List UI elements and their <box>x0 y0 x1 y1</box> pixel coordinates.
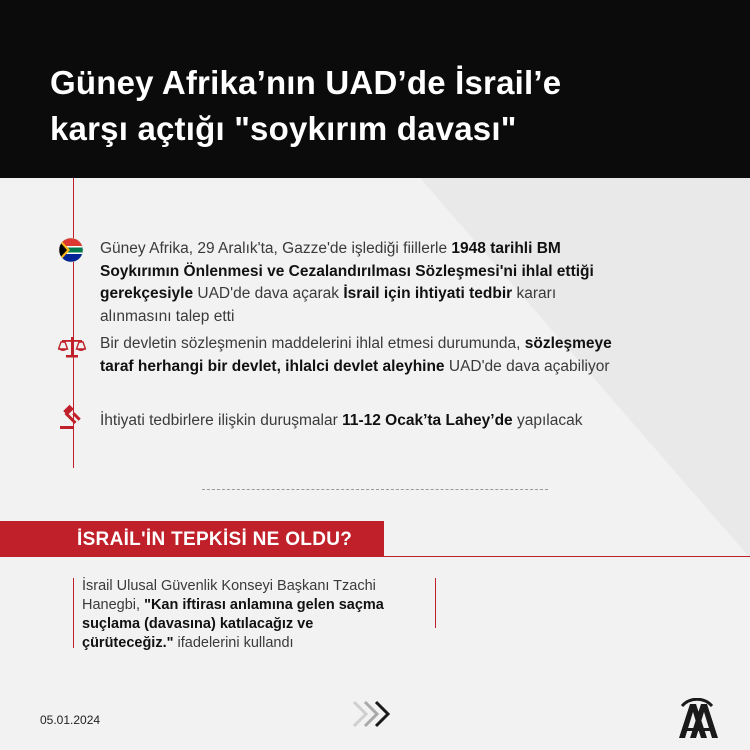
title-highlight <box>234 106 516 152</box>
bold-text: "Kan iftirası anlamına gelen saçma suçlama (davasına) katılacağız ve çürüteceğiz." <box>82 597 384 651</box>
chevrons-right-icon[interactable] <box>352 700 396 733</box>
title-highlight-text: "soykırım davası" <box>234 110 517 147</box>
text: İsrail Ulusal Güvenlik Konseyi Başkanı Tzachi Hanegbi, <box>82 578 376 613</box>
text: yapılacak <box>512 412 583 429</box>
aa-logo-icon <box>674 698 720 747</box>
page-title <box>50 60 561 152</box>
date-label: 05.01.2024 <box>40 713 101 727</box>
bold-text: İsrail için ihtiyati tedbir <box>343 285 513 302</box>
section-rule <box>0 556 750 557</box>
title-line-2-text: karşı açtığı <box>50 110 235 147</box>
gavel-icon <box>58 404 88 434</box>
title-line-1: Güney Afrika’nın UAD’de İsrail’e <box>50 64 562 101</box>
bullet-2 <box>100 333 620 378</box>
text: Güney Afrika, 29 Aralık'ta, Gazze'de işlediği fiillerle <box>100 240 452 257</box>
bullet-1 <box>100 238 620 328</box>
text: kararı alınmasını talep etti <box>100 285 557 325</box>
bullet-3 <box>100 410 620 433</box>
scales-of-justice-icon <box>58 333 88 363</box>
section-title: İSRAİL'İN TEPKİSİ NE OLDU? <box>77 529 353 550</box>
bold-text: 11-12 Ocak’ta Lahey’de <box>342 412 513 429</box>
title-line-2 <box>50 106 561 152</box>
text: Bir devletin sözleşmenin maddelerini ihlal etmesi durumunda, <box>100 335 525 352</box>
text: UAD'de dava açarak <box>193 285 344 302</box>
bold-text: sözleşmeye taraf herhangi bir devlet, ihlalci devlet aleyhine <box>100 335 612 375</box>
column-1-text <box>82 577 402 653</box>
text: UAD'de dava açabiliyor <box>444 357 610 375</box>
south-africa-flag-icon <box>58 237 88 267</box>
divider <box>202 489 548 490</box>
column-1-line <box>73 578 74 648</box>
bold-text: 1948 tarihli BM Soykırımın Önlenmesi ve Cezalandırılması Sözleşmesi'ni ihlal ettiği gerekçesiyle <box>100 240 594 302</box>
text: İhtiyati tedbirlere ilişkin duruşmalar <box>100 412 343 429</box>
column-2-line <box>435 578 436 628</box>
text: ifadelerini kullandı <box>173 635 294 651</box>
